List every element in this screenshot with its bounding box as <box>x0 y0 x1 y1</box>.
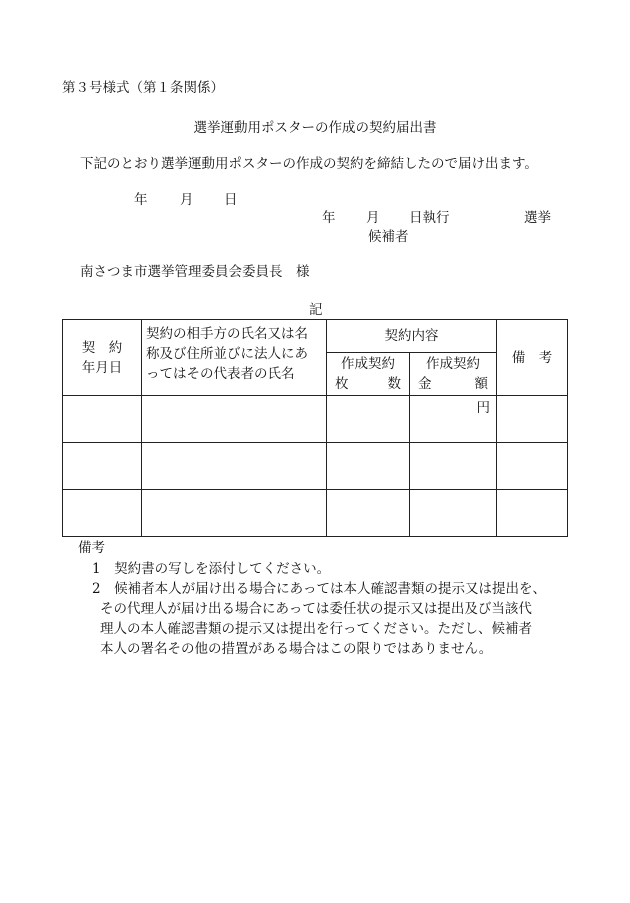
note-2-line3: 理人の本人確認書類の提示又は提出を行ってください。ただし、候補者 <box>100 621 532 637</box>
contract-date-header-line2: 年月日 <box>81 359 123 376</box>
remarks-header: 備 考 <box>497 320 568 396</box>
quantity-cell[interactable] <box>327 490 410 537</box>
contract-date-cell[interactable] <box>63 490 142 537</box>
amount-header-line1: 作成契約 <box>426 356 480 372</box>
contract-date-header <box>63 320 142 396</box>
contract-date-cell[interactable] <box>63 443 142 490</box>
table-row <box>63 443 568 490</box>
contract-date-cell[interactable] <box>63 396 142 443</box>
note-2-line1: 2 候補者本人が届け出る場合にあっては本人確認書類の提示又は提出を、 <box>92 581 546 597</box>
amount-cell[interactable] <box>410 490 497 537</box>
quantity-cell[interactable] <box>327 396 410 443</box>
election-day-label: 日執行 <box>409 210 450 226</box>
addressee: 南さつま市選挙管理委員会委員長 様 <box>80 264 310 280</box>
amount-header-char1: 金 <box>418 376 432 392</box>
election-year-label: 年 <box>322 210 336 226</box>
counterparty-cell[interactable] <box>142 490 327 537</box>
counterparty-cell[interactable] <box>142 443 327 490</box>
counterparty-header-line3: ってはその代表者の氏名 <box>146 366 295 382</box>
ki-marker: 記 <box>309 302 323 318</box>
contract-table <box>62 319 568 537</box>
date-month-label: 月 <box>180 192 194 208</box>
quantity-header-line1: 作成契約 <box>341 356 395 372</box>
notes-heading: 備考 <box>78 540 105 556</box>
note-2-line4: 本人の署名その他の措置がある場合はこの限りではありません。 <box>100 641 493 657</box>
contract-contents-header: 契約内容 <box>327 320 497 353</box>
note-2-line2: その代理人が届け出る場合にあっては委任状の提示又は提出及び当該代 <box>100 601 532 617</box>
counterparty-header <box>142 320 327 396</box>
intro-text: 下記のとおり選挙運動用ポスターの作成の契約を締結したので届け出ます。 <box>80 156 538 172</box>
election-name-label: 選挙 <box>524 210 551 226</box>
form-number: 第３号様式（第１条関係） <box>62 80 224 96</box>
amount-cell[interactable] <box>410 396 497 443</box>
counterparty-header-line2: 称及び住所並びに法人にあ <box>146 346 308 362</box>
quantity-header-char1: 枚 <box>335 376 349 392</box>
table-header-row <box>63 320 568 353</box>
amount-header-char2: 額 <box>474 376 488 392</box>
table-row <box>63 490 568 537</box>
quantity-cell[interactable] <box>327 443 410 490</box>
quantity-header <box>327 353 410 396</box>
counterparty-header-line1: 契約の相手方の氏名又は名 <box>146 326 308 342</box>
amount-cell[interactable] <box>410 443 497 490</box>
note-1: 1 契約書の写しを添付してください。 <box>92 561 331 577</box>
remarks-cell[interactable] <box>497 443 568 490</box>
remarks-cell[interactable] <box>497 396 568 443</box>
quantity-header-char2: 数 <box>387 376 401 392</box>
candidate-label: 候補者 <box>368 229 409 245</box>
remarks-cell[interactable] <box>497 490 568 537</box>
election-month-label: 月 <box>366 210 380 226</box>
contract-date-header-line1: 契 約 <box>81 339 123 356</box>
table-row <box>63 396 568 443</box>
date-year-label: 年 <box>134 192 148 208</box>
counterparty-cell[interactable] <box>142 396 327 443</box>
date-day-label: 日 <box>224 192 238 208</box>
yen-unit: 円 <box>476 400 490 416</box>
amount-header <box>410 353 497 396</box>
document-title: 選挙運動用ポスターの作成の契約届出書 <box>193 120 437 136</box>
